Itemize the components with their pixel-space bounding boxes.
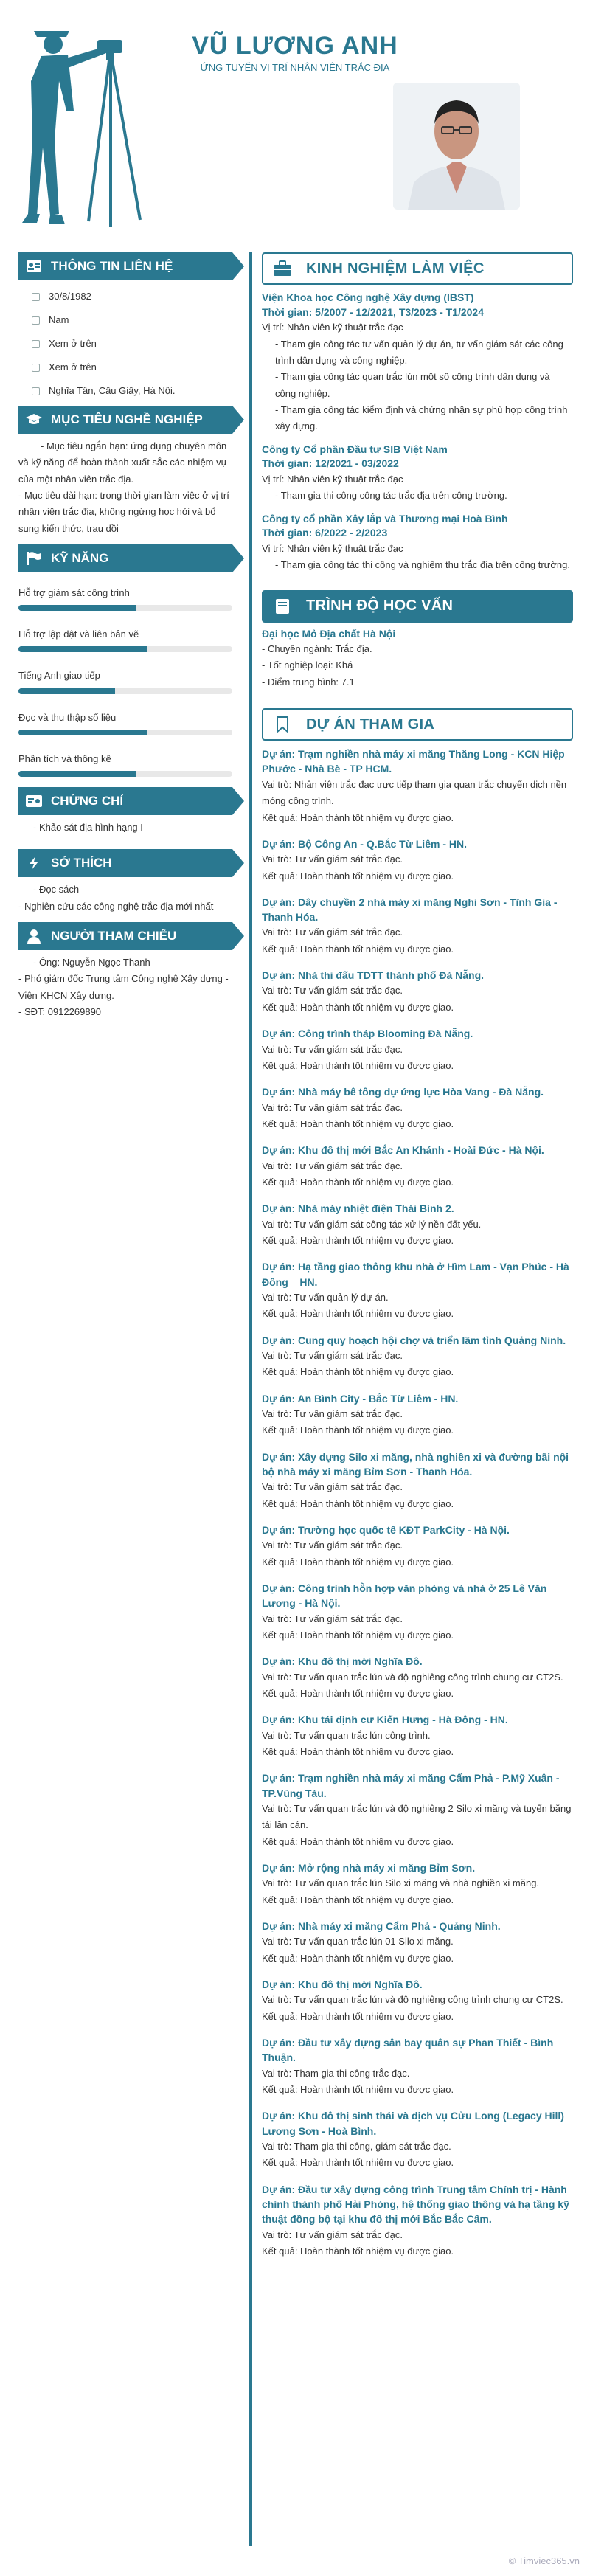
contact-phone bbox=[18, 332, 232, 356]
candidate-name: VŨ LƯƠNG ANH bbox=[192, 32, 398, 60]
person-icon bbox=[24, 928, 44, 944]
job-item bbox=[262, 443, 573, 505]
job-role: Vị trí: Nhân viên kỹ thuật trắc đạc bbox=[262, 322, 403, 333]
project-role: Vai trò: Tư vấn quản lý dự án. bbox=[262, 1291, 389, 1303]
contact-address bbox=[18, 379, 232, 403]
project-role: Vai trò: Tư vấn giám sát trắc đạc. bbox=[262, 1101, 403, 1113]
job-company: Công ty cổ phần Xây lắp và Thương mại Hoà Bình bbox=[262, 512, 508, 524]
project-title: Dự án: Trường học quốc tế KĐT ParkCity - Hà Nội. bbox=[262, 1523, 510, 1536]
section-header-certificates bbox=[18, 787, 232, 815]
project-result: Kết quả: Hoàn thành tốt nhiệm vụ được giao. bbox=[262, 1234, 454, 1246]
section-header-education bbox=[262, 590, 573, 623]
skill-name: Hỗ trợ giám sát công trình bbox=[18, 587, 130, 599]
section-title-skills: KỸ NĂNG bbox=[51, 550, 109, 565]
projects-list bbox=[262, 741, 573, 2260]
project-title: Dự án: Cung quy hoạch hội chợ và triển lãm tỉnh Quảng Ninh. bbox=[262, 1334, 566, 1346]
objective-text bbox=[18, 434, 232, 544]
project-title: Dự án: Nhà thi đấu TDTT thành phố Đà Nẵng. bbox=[262, 969, 485, 982]
contact-email bbox=[18, 356, 232, 379]
project-result: Kết quả: Hoàn thành tốt nhiệm vụ được giao. bbox=[262, 1835, 454, 1847]
project-title: Dự án: Nhà máy xi măng Cẩm Phả - Quảng Ninh. bbox=[262, 1919, 501, 1932]
school-name: Đại học Mỏ Địa chất Hà Nội bbox=[262, 627, 396, 640]
skill-name: Đọc và thu thập số liệu bbox=[18, 711, 117, 723]
project-result: Kết quả: Hoàn thành tốt nhiệm vụ được giao. bbox=[262, 1308, 454, 1320]
certificates-text: - Khảo sát địa hình hạng I bbox=[33, 821, 143, 833]
skill-name: Phân tích và thống kê bbox=[18, 752, 111, 764]
skill-bar bbox=[18, 730, 232, 735]
project-role: Vai trò: Tư vấn quan trắc lún và độ nghiêng công trình chung cư CT2S. bbox=[262, 1994, 563, 2006]
project-title: Dự án: Khu đô thị sinh thái và dịch vụ Cửu Long (Legacy Hill) Lương Sơn - Hoà Bình. bbox=[262, 2110, 564, 2137]
job-duty: - Tham gia thi công công tác trắc địa trên công trường. bbox=[275, 490, 507, 502]
project-role: Vai trò: Tư vấn quan trắc lún Silo xi măng và nhà nghiền xi măng. bbox=[262, 1877, 540, 1889]
project-result: Kết quả: Hoàn thành tốt nhiệm vụ được giao. bbox=[262, 943, 454, 955]
project-item bbox=[262, 1026, 573, 1074]
education-line: - Chuyên ngành: Trắc địa. bbox=[262, 643, 372, 655]
job-time: Thời gian: 12/2021 - 03/2022 bbox=[262, 457, 399, 470]
section-title-hobbies: SỞ THÍCH bbox=[51, 856, 112, 870]
project-role: Vai trò: Tư vấn giám sát trắc đạc. bbox=[262, 1349, 403, 1361]
section-header-experience bbox=[262, 252, 573, 285]
project-result: Kết quả: Hoàn thành tốt nhiệm vụ được giao. bbox=[262, 2010, 454, 2022]
project-title: Dự án: Dây chuyền 2 nhà máy xi măng Nghi Sơn - Tĩnh Gia - Thanh Hóa. bbox=[262, 896, 558, 924]
job-duty: - Tham gia công tác quan trắc lún một số công trình dân dụng và công nghiệp. bbox=[275, 371, 550, 399]
contact-text: 30/8/1982 bbox=[49, 290, 91, 302]
project-title: Dự án: Đầu tư xây dựng công trình Trung tâm Chính trị - Hành chính thành phố Hải Phòng, hệ thống giao thông và hạ tầng kỹ thuật đồng bộ tại khu đô thị mới Bắc Bắc Cấm. bbox=[262, 2183, 569, 2226]
contact-text: Nam bbox=[49, 314, 69, 325]
skill-bar bbox=[18, 688, 232, 694]
references-text bbox=[18, 950, 232, 1028]
email-icon bbox=[32, 364, 40, 372]
project-item bbox=[262, 1860, 573, 1908]
experience-list bbox=[262, 285, 573, 574]
section-title-references: NGƯỜI THAM CHIẾU bbox=[51, 928, 177, 943]
project-role: Vai trò: Tư vấn giám sát trắc đạc. bbox=[262, 927, 403, 938]
project-role: Vai trò: Tư vấn giám sát trắc đạc. bbox=[262, 1043, 403, 1055]
project-title: Dự án: Mở rộng nhà máy xi măng Bỉm Sơn. bbox=[262, 1861, 476, 1874]
objective-short-term: - Mục tiêu ngắn hạn: ứng dụng chuyên môn và kỹ năng để hoàn thành xuất sắc các nhiệm vụ của một nhân viên trắc địa. bbox=[18, 440, 227, 485]
project-role: Vai trò: Tư vấn quan trắc lún 01 Silo xi măng. bbox=[262, 1936, 454, 1947]
hobby-item: - Nghiên cứu các công nghệ trắc địa mới nhất bbox=[18, 900, 214, 912]
section-title-experience: KINH NGHIỆM LÀM VIỆC bbox=[306, 260, 485, 277]
project-title: Dự án: Khu tái định cư Kiến Hưng - Hà Đông - HN. bbox=[262, 1714, 508, 1726]
project-role: Vai trò: Tư vấn quan trắc lún và độ nghiêng công trình chung cư CT2S. bbox=[262, 1671, 563, 1683]
project-title: Dự án: Đầu tư xây dựng sân bay quân sự Phan Thiết - Bình Thuận. bbox=[262, 2037, 554, 2064]
project-item bbox=[262, 1919, 573, 1967]
right-column bbox=[262, 252, 573, 2270]
project-item bbox=[262, 1770, 573, 1850]
project-title: Dự án: Công trình tháp Blooming Đà Nẵng. bbox=[262, 1028, 473, 1040]
book-icon bbox=[272, 597, 293, 616]
project-result: Kết quả: Hoàn thành tốt nhiệm vụ được giao. bbox=[262, 1059, 454, 1071]
skill-name: Tiếng Anh giao tiếp bbox=[18, 670, 100, 682]
section-title-certificates: CHỨNG CHỈ bbox=[51, 793, 124, 808]
skill-level bbox=[18, 605, 136, 611]
project-result: Kết quả: Hoàn thành tốt nhiệm vụ được giao. bbox=[262, 1745, 454, 1757]
project-result: Kết quả: Hoàn thành tốt nhiệm vụ được giao. bbox=[262, 1894, 454, 1905]
contact-birthday bbox=[18, 285, 232, 308]
project-result: Kết quả: Hoàn thành tốt nhiệm vụ được giao. bbox=[262, 2245, 454, 2257]
candidate-position: ỨNG TUYỂN VỊ TRÍ NHÂN VIÊN TRẮC ĐỊA bbox=[200, 62, 390, 73]
project-result: Kết quả: Hoàn thành tốt nhiệm vụ được giao. bbox=[262, 1952, 454, 1964]
project-role: Vai trò: Tham gia thi công trắc đạc. bbox=[262, 2067, 410, 2079]
skill-level bbox=[18, 646, 147, 652]
section-header-contact bbox=[18, 252, 232, 280]
project-item bbox=[262, 1654, 573, 1702]
job-item bbox=[262, 291, 573, 435]
skill-item bbox=[18, 746, 232, 777]
project-role: Vai trò: Tư vấn giám sát trắc đạc. bbox=[262, 2229, 403, 2240]
avatar bbox=[393, 83, 520, 210]
project-role: Vai trò: Tư vấn giám sát trắc đạc. bbox=[262, 1613, 403, 1624]
column-divider bbox=[249, 252, 252, 2546]
project-title: Dự án: Bộ Công An - Q.Bắc Từ Liêm - HN. bbox=[262, 837, 467, 850]
project-result: Kết quả: Hoàn thành tốt nhiệm vụ được giao. bbox=[262, 1176, 454, 1188]
calendar-icon bbox=[32, 293, 40, 301]
project-role: Vai trò: Tư vấn quan trắc lún công trình. bbox=[262, 1729, 431, 1741]
project-role: Vai trò: Tư vấn giám sát trắc đạc. bbox=[262, 854, 403, 865]
section-header-projects bbox=[262, 708, 573, 741]
project-item bbox=[262, 1450, 573, 1512]
project-result: Kết quả: Hoàn thành tốt nhiệm vụ được giao. bbox=[262, 1556, 454, 1568]
gender-icon bbox=[32, 316, 40, 325]
skill-item bbox=[18, 662, 232, 693]
project-result: Kết quả: Hoàn thành tốt nhiệm vụ được giao. bbox=[262, 1001, 454, 1013]
skill-bar bbox=[18, 771, 232, 777]
project-title: Dự án: Xây dựng Silo xi măng, nhà nghiền xi và đường bãi nội bộ nhà máy xi măng Bỉm Sơn - Thanh Hóa. bbox=[262, 1450, 569, 1478]
skill-level bbox=[18, 730, 147, 735]
job-item bbox=[262, 512, 573, 574]
job-duty: - Tham gia công tác kiểm định và chứng nhận sự phù hợp công trình xây dựng. bbox=[275, 404, 568, 432]
flag-icon bbox=[24, 550, 44, 567]
skill-bar bbox=[18, 605, 232, 611]
project-role: Vai trò: Tư vấn giám sát trắc đạc. bbox=[262, 1481, 403, 1493]
bookmark-icon bbox=[272, 715, 293, 734]
watermark: © Timviec365.vn bbox=[508, 2555, 580, 2566]
project-item bbox=[262, 1581, 573, 1644]
contact-list bbox=[18, 280, 232, 403]
project-title: Dự án: Hạ tầng giao thông khu nhà ở Hìm Lam - Vạn Phúc - Hà Đông _ HN. bbox=[262, 1261, 569, 1288]
contact-text: Xem ở trên bbox=[49, 337, 97, 349]
job-company: Viện Khoa học Công nghệ Xây dựng (IBST) bbox=[262, 291, 474, 303]
skill-item bbox=[18, 580, 232, 611]
project-result: Kết quả: Hoàn thành tốt nhiệm vụ được giao. bbox=[262, 2083, 454, 2095]
project-title: Dự án: Công trình hỗn hợp văn phòng và nhà ở 25 Lê Văn Lương - Hà Nội. bbox=[262, 1582, 547, 1610]
job-time: Thời gian: 5/2007 - 12/2021, T3/2023 - T1/2024 bbox=[262, 305, 484, 318]
project-title: Dự án: Khu đô thị mới Nghĩa Đô. bbox=[262, 1655, 423, 1668]
section-header-skills bbox=[18, 544, 232, 572]
contact-text: Nghĩa Tân, Cầu Giấy, Hà Nội. bbox=[49, 384, 176, 396]
project-title: Dự án: Trạm nghiền nhà máy xi măng Cẩm Phả - P.Mỹ Xuân - TP.Vũng Tàu. bbox=[262, 1772, 560, 1799]
project-item bbox=[262, 1259, 573, 1322]
skill-level bbox=[18, 688, 115, 694]
project-item bbox=[262, 1712, 573, 1760]
project-role: Vai trò: Tư vấn giám sát trắc đạc. bbox=[262, 1160, 403, 1171]
bolt-icon bbox=[24, 855, 44, 871]
location-icon bbox=[32, 387, 40, 395]
section-title-projects: DỰ ÁN THAM GIA bbox=[306, 716, 435, 733]
section-title-education: TRÌNH ĐỘ HỌC VẤN bbox=[306, 598, 454, 614]
briefcase-icon bbox=[272, 259, 293, 278]
graduation-cap-icon bbox=[24, 412, 44, 428]
project-role: Vai trò: Tư vấn quan trắc lún và độ nghiêng 2 Silo xi măng và tuyến băng tải lăn cán. bbox=[262, 1802, 572, 1831]
skill-name: Hỗ trợ lập dật và liên bản vẽ bbox=[18, 629, 139, 640]
project-result: Kết quả: Hoàn thành tốt nhiệm vụ được giao. bbox=[262, 870, 454, 882]
project-item bbox=[262, 2182, 573, 2260]
skill-item bbox=[18, 621, 232, 652]
project-result: Kết quả: Hoàn thành tốt nhiệm vụ được giao. bbox=[262, 1424, 454, 1436]
project-role: Vai trò: Tham gia thi công, giám sát trắc đạc. bbox=[262, 2140, 451, 2152]
job-company: Công ty Cổ phần Đầu tư SIB Việt Nam bbox=[262, 443, 448, 455]
project-item bbox=[262, 1201, 573, 1249]
reference-name: - Ông: Nguyễn Ngọc Thanh bbox=[33, 956, 150, 968]
job-duty: - Tham gia công tác thi công và nghiệm thu trắc địa trên công trường. bbox=[275, 559, 570, 571]
project-item bbox=[262, 1333, 573, 1381]
job-time: Thời gian: 6/2022 - 2/2023 bbox=[262, 527, 388, 539]
project-item bbox=[262, 1977, 573, 2025]
job-duty: - Tham gia công tác tư vấn quản lý dự án, tư vấn giám sát các công trình dân dụng và công nghiệp. bbox=[275, 338, 563, 366]
objective-long-term: - Mục tiêu dài hạn: trong thời gian làm việc ở vị trí nhân viên trắc địa, không ngừng học hỏi và bổ sung kiến thức, trau dồi bbox=[18, 490, 229, 534]
project-title: Dự án: Khu đô thị mới Bắc An Khánh - Hoài Đức - Hà Nội. bbox=[262, 1144, 544, 1157]
project-result: Kết quả: Hoàn thành tốt nhiệm vụ được giao. bbox=[262, 2157, 454, 2169]
skill-bar bbox=[18, 646, 232, 652]
job-role: Vị trí: Nhân viên kỹ thuật trắc đạc bbox=[262, 473, 403, 485]
certificate-icon bbox=[24, 793, 44, 809]
project-item bbox=[262, 747, 573, 826]
project-item bbox=[262, 1143, 573, 1191]
project-item bbox=[262, 2108, 573, 2171]
section-title-contact: THÔNG TIN LIÊN HỆ bbox=[51, 258, 173, 273]
id-card-icon bbox=[24, 258, 44, 274]
project-result: Kết quả: Hoàn thành tốt nhiệm vụ được giao. bbox=[262, 1366, 454, 1378]
project-item bbox=[262, 895, 573, 958]
project-title: Dự án: Khu đô thị mới Nghĩa Đô. bbox=[262, 1978, 423, 1990]
section-header-references bbox=[18, 922, 232, 950]
project-item bbox=[262, 1523, 573, 1571]
project-role: Vai trò: Tư vấn giám sát trắc đạc. bbox=[262, 1540, 403, 1551]
project-item bbox=[262, 1084, 573, 1132]
education-block bbox=[262, 623, 573, 691]
project-title: Dự án: Nhà máy nhiệt điện Thái Bình 2. bbox=[262, 1202, 454, 1215]
project-result: Kết quả: Hoàn thành tốt nhiệm vụ được giao. bbox=[262, 811, 454, 823]
project-role: Vai trò: Tư vấn giám sát trắc đạc. bbox=[262, 985, 403, 997]
hobbies-text bbox=[18, 877, 232, 922]
project-role: Vai trò: Nhân viên trắc đạc trực tiếp tham gia quan trắc chuyển dịch nền móng công trình. bbox=[262, 778, 567, 807]
reference-phone: - SĐT: 0912269890 bbox=[18, 1006, 102, 1018]
skill-level bbox=[18, 771, 136, 777]
contact-gender bbox=[18, 308, 232, 332]
skills-list bbox=[18, 572, 232, 777]
project-role: Vai trò: Tư vấn giám sát trắc đạc. bbox=[262, 1408, 403, 1419]
project-item bbox=[262, 968, 573, 1016]
project-result: Kết quả: Hoàn thành tốt nhiệm vụ được giao. bbox=[262, 1629, 454, 1641]
section-title-objective: MỤC TIÊU NGHỀ NGHIỆP bbox=[51, 412, 203, 426]
job-role: Vị trí: Nhân viên kỹ thuật trắc đạc bbox=[262, 542, 403, 554]
education-line: - Điểm trung bình: 7.1 bbox=[262, 676, 355, 688]
phone-icon bbox=[32, 340, 40, 348]
project-result: Kết quả: Hoàn thành tốt nhiệm vụ được giao. bbox=[262, 1118, 454, 1129]
skill-item bbox=[18, 704, 232, 735]
project-result: Kết quả: Hoàn thành tốt nhiệm vụ được giao. bbox=[262, 1498, 454, 1509]
education-line: - Tốt nghiệp loại: Khá bbox=[262, 659, 353, 671]
hobby-item: - Đọc sách bbox=[33, 884, 80, 896]
project-item bbox=[262, 2035, 573, 2098]
project-item bbox=[262, 1391, 573, 1439]
project-item bbox=[262, 837, 573, 884]
cv-header bbox=[0, 0, 590, 243]
project-title: Dự án: Nhà máy bê tông dự ứng lực Hòa Vang - Đà Nẵng. bbox=[262, 1086, 544, 1098]
left-column bbox=[18, 252, 232, 1028]
project-title: Dự án: An Bình City - Bắc Từ Liêm - HN. bbox=[262, 1392, 459, 1405]
section-header-hobbies bbox=[18, 849, 232, 877]
project-role: Vai trò: Tư vấn giám sát công tác xử lý nền đất yếu. bbox=[262, 1218, 482, 1230]
contact-text: Xem ở trên bbox=[49, 361, 97, 373]
project-result: Kết quả: Hoàn thành tốt nhiệm vụ được giao. bbox=[262, 1687, 454, 1699]
project-title: Dự án: Trạm nghiền nhà máy xi măng Thăng Long - KCN Hiệp Phước - Nhà Bè - TP HCM. bbox=[262, 748, 565, 775]
section-header-objective bbox=[18, 406, 232, 434]
reference-position: - Phó giám đốc Trung tâm Công nghệ Xây dựng - Viện KHCN Xây dựng. bbox=[18, 973, 229, 1001]
